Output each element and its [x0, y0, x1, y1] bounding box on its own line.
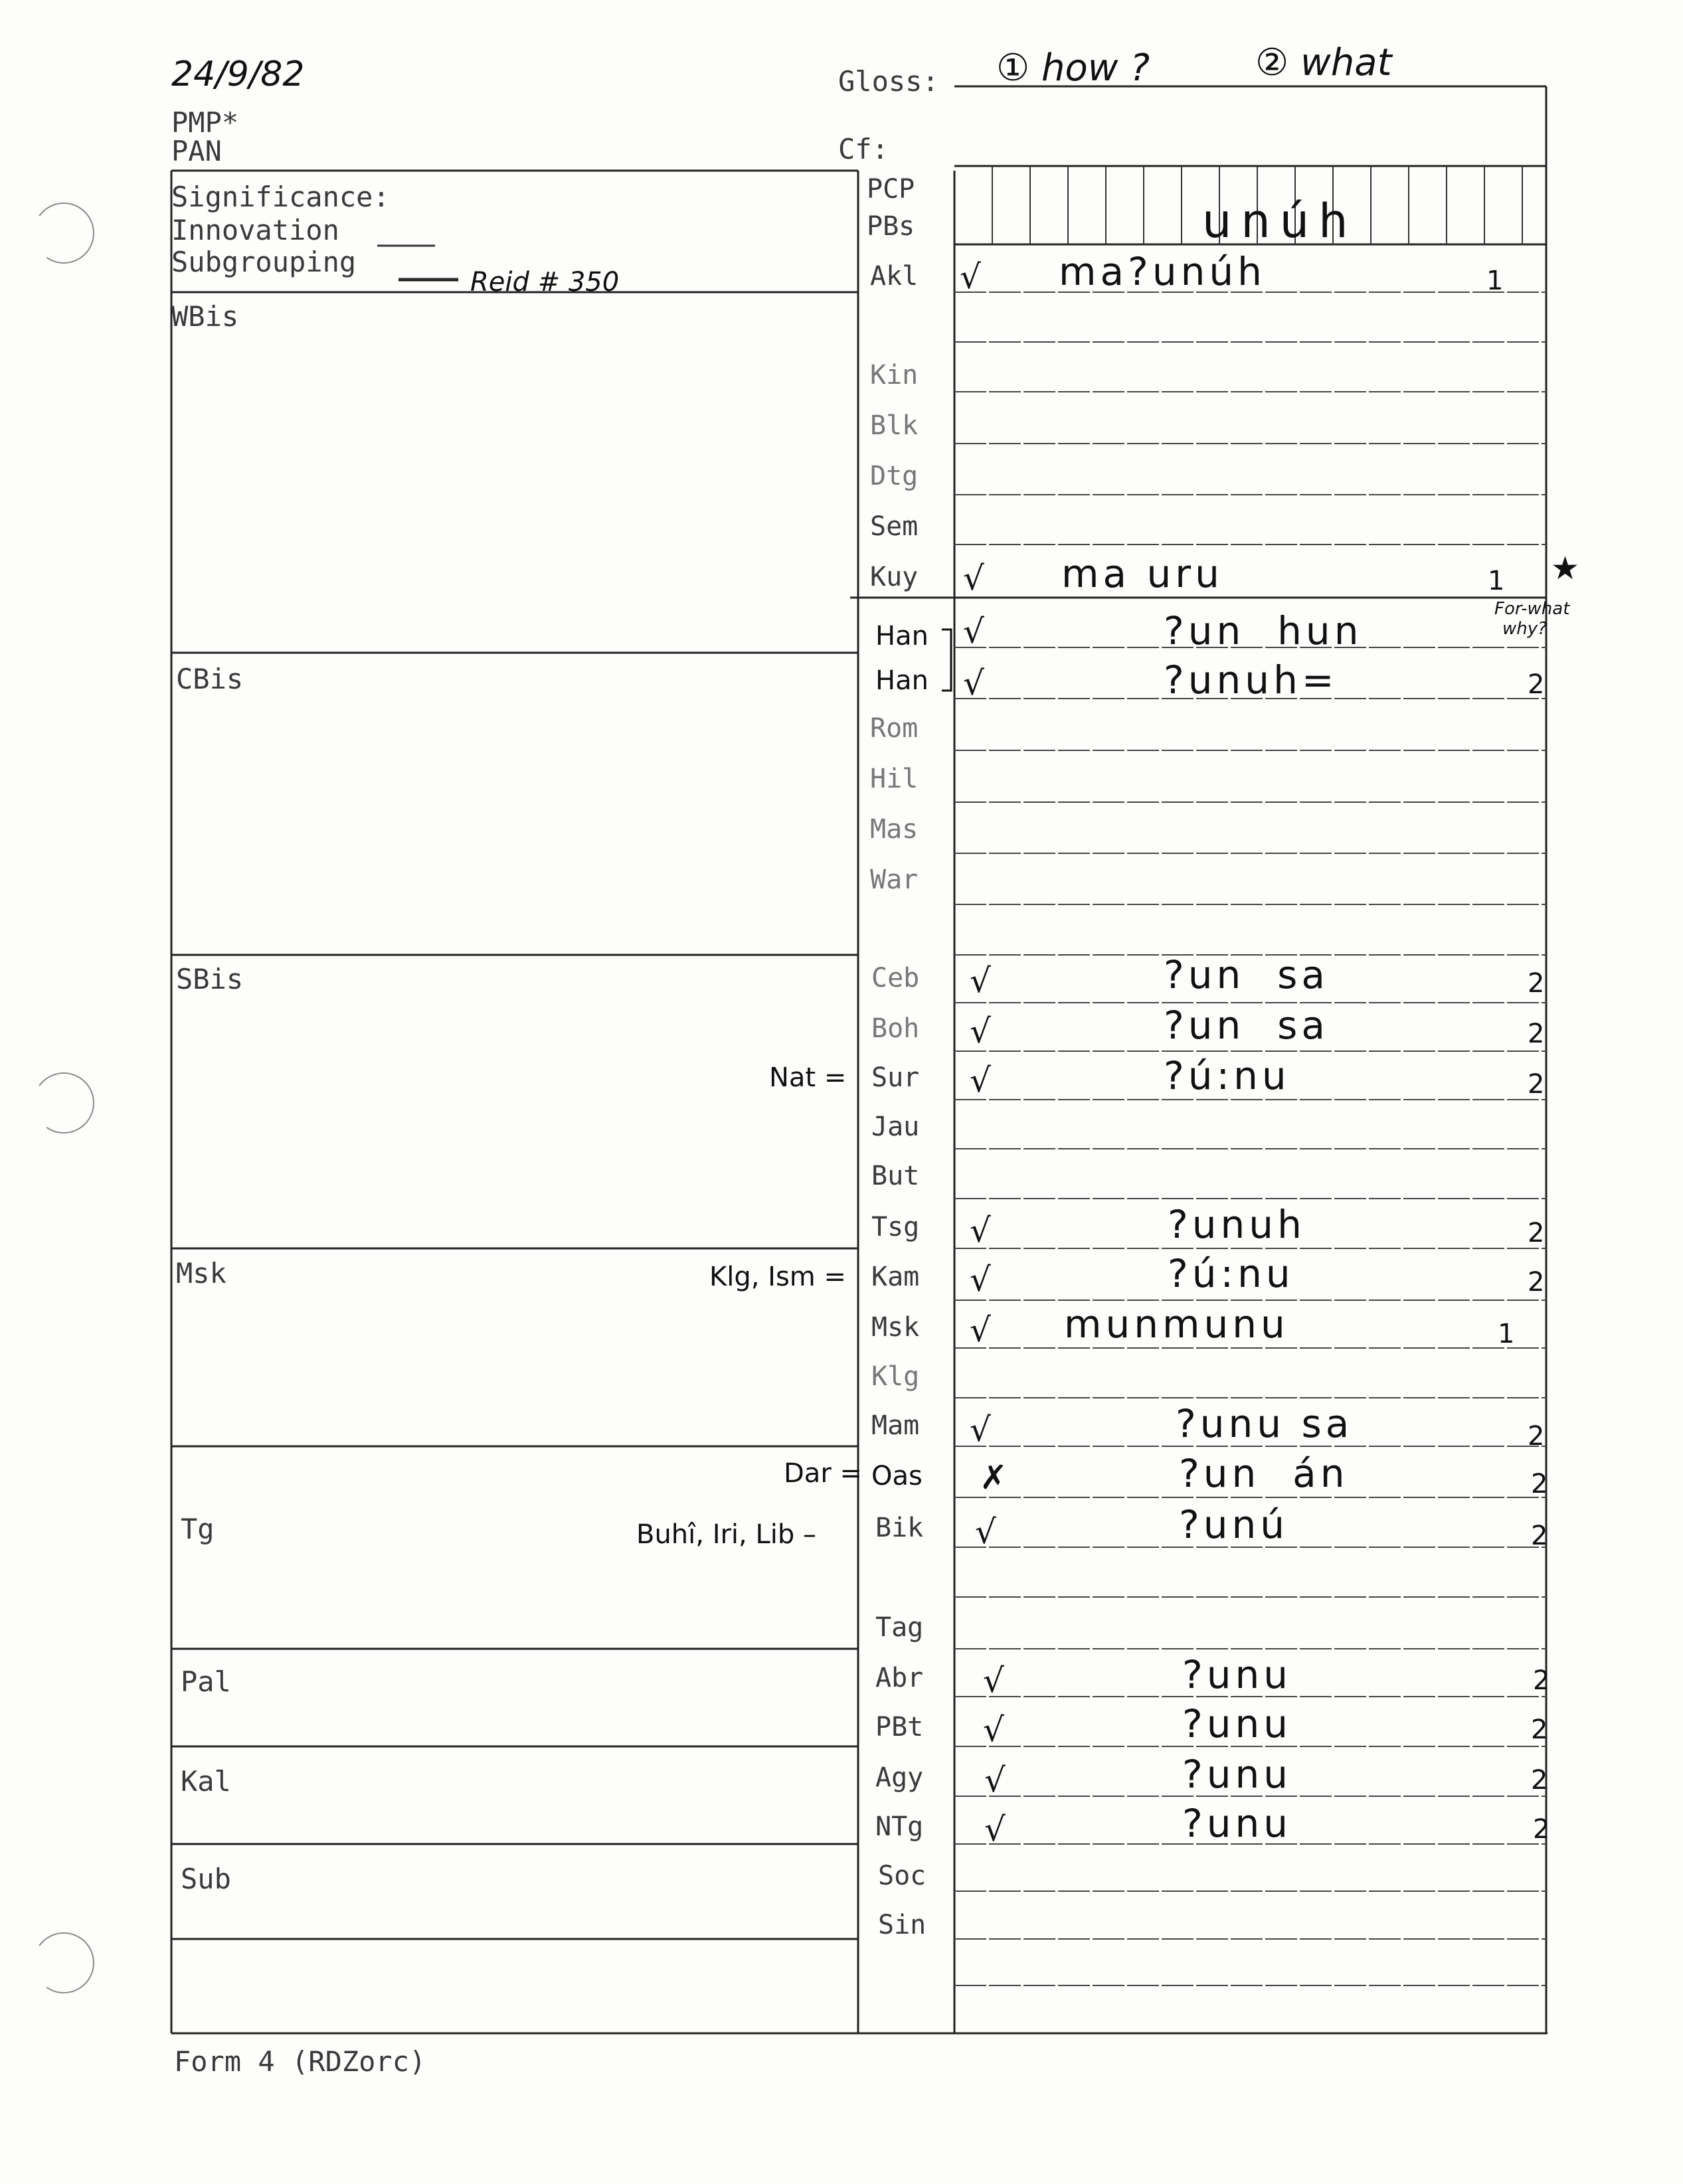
cf-label: Cf: — [838, 133, 889, 165]
section-pal: Pal — [181, 1665, 231, 1698]
num-ntg: 2 — [1533, 1814, 1550, 1845]
section-tg: Tg — [181, 1513, 215, 1545]
num-ceb: 2 — [1528, 968, 1545, 999]
form-footer: Form 4 (RDZorc) — [174, 2045, 426, 2078]
check-agy: √ — [984, 1761, 1006, 1800]
lang-kuy: Kuy — [870, 562, 919, 592]
check-bik: √ — [975, 1513, 996, 1551]
lang-jau: Jau — [871, 1112, 920, 1142]
significance-title: Significance: — [171, 181, 390, 213]
lang-akl: Akl — [870, 261, 919, 292]
equivalence-klg-ism: Klg, Ism = — [709, 1262, 846, 1292]
lang-bik: Bik — [875, 1513, 924, 1543]
check-tsg: √ — [970, 1211, 991, 1250]
lang-sur: Sur — [871, 1062, 920, 1093]
lang-war: War — [870, 865, 919, 895]
lang-oas: Oas — [871, 1461, 923, 1491]
section-wbis: WBis — [171, 300, 239, 333]
star-note: ★ — [1551, 550, 1580, 587]
num-han-2: 2 — [1528, 669, 1545, 700]
lang-tag: Tag — [875, 1612, 924, 1643]
lang-msk: Msk — [871, 1312, 920, 1343]
lang-mam: Mam — [871, 1410, 920, 1441]
check-pbt: √ — [983, 1711, 1004, 1749]
entry-akl: ma?unúh — [1059, 249, 1266, 294]
lang-blk: Blk — [870, 410, 919, 441]
check-akl: √ — [960, 258, 981, 296]
entry-kam: ?ú:nu — [1168, 1251, 1294, 1296]
entry-tsg: ?unuh — [1168, 1202, 1306, 1247]
lang-ntg: NTg — [875, 1811, 924, 1842]
check-kam: √ — [970, 1260, 991, 1299]
check-han-2: √ — [963, 664, 984, 703]
entry-abr: ?unu — [1182, 1652, 1292, 1697]
entry-bik: ?unú — [1179, 1502, 1289, 1547]
num-agy: 2 — [1531, 1765, 1548, 1796]
section-msk: Msk — [176, 1257, 226, 1290]
check-han-1: √ — [963, 612, 984, 651]
num-boh: 2 — [1528, 1019, 1545, 1049]
lang-klg: Klg — [871, 1361, 920, 1392]
check-sur: √ — [970, 1061, 991, 1100]
entry-boh: ?un sa — [1164, 1003, 1329, 1048]
entry-mam: ?unu sa — [1176, 1401, 1354, 1446]
num-mam: 2 — [1528, 1421, 1545, 1452]
entry-kuy: ma uru — [1061, 551, 1223, 596]
num-pbt: 2 — [1531, 1715, 1548, 1745]
lang-rom: Rom — [870, 713, 919, 744]
entry-agy: ?unu — [1182, 1752, 1292, 1797]
entry-oas: ?un án — [1179, 1451, 1349, 1496]
lang-agy: Agy — [875, 1762, 924, 1793]
gloss-value-1: ① how ? — [996, 46, 1150, 90]
lang-abr: Abr — [875, 1663, 924, 1693]
section-kal: Kal — [181, 1765, 231, 1798]
num-kuy: 1 — [1488, 566, 1505, 596]
lang-mas: Mas — [870, 814, 919, 845]
num-akl: 1 — [1486, 266, 1504, 296]
lang-sin: Sin — [878, 1910, 927, 1940]
num-sur: 2 — [1528, 1069, 1545, 1100]
equivalence-nat: Nat = — [769, 1062, 847, 1093]
lang-soc: Soc — [878, 1861, 927, 1891]
innovation-label: Innovation — [171, 214, 339, 246]
lang-dtg: Dtg — [870, 461, 919, 491]
entry-pbs: unúh — [1202, 194, 1358, 248]
check-abr: √ — [983, 1661, 1004, 1700]
check-ntg: √ — [984, 1810, 1006, 1849]
lang-pbs: PBs — [867, 211, 915, 242]
lang-boh: Boh — [871, 1013, 920, 1044]
check-boh: √ — [970, 1012, 991, 1050]
entry-sur: ?ú:nu — [1164, 1053, 1290, 1098]
lang-han-1: Han — [875, 621, 929, 651]
entry-msk: munmunu — [1064, 1302, 1289, 1347]
num-abr: 2 — [1533, 1665, 1550, 1696]
check-mam: √ — [970, 1410, 991, 1449]
entry-han-1: ?un hun — [1164, 608, 1363, 653]
lang-pbt: PBt — [875, 1712, 924, 1742]
check-msk: √ — [970, 1311, 991, 1349]
lang-but: But — [871, 1161, 920, 1191]
check-kuy: √ — [963, 559, 984, 598]
check-ceb: √ — [970, 962, 991, 1000]
num-oas: 2 — [1531, 1469, 1548, 1499]
num-tsg: 2 — [1528, 1218, 1545, 1248]
lang-han-2: Han — [875, 665, 929, 696]
lang-sem: Sem — [870, 511, 919, 542]
date: 24/9/82 — [171, 54, 305, 94]
num-msk: 1 — [1498, 1319, 1515, 1349]
num-bik: 2 — [1531, 1521, 1548, 1551]
section-cbis: CBis — [176, 663, 244, 695]
entry-han-2: ?unuh= — [1164, 657, 1338, 703]
reid-number: Reid # 350 — [470, 267, 620, 297]
subgrouping-label: Subgrouping — [171, 246, 357, 278]
equivalence-buhi: Buhî, Iri, Lib – — [636, 1519, 816, 1550]
entry-ntg: ?unu — [1182, 1801, 1292, 1846]
equivalence-dar: Dar = — [784, 1458, 862, 1489]
note-for-what: For-what — [1494, 599, 1570, 619]
lang-kin: Kin — [870, 360, 919, 390]
note-why: why? — [1502, 619, 1547, 639]
lang-kam: Kam — [871, 1262, 920, 1292]
entry-pbt: ?unu — [1182, 1701, 1292, 1746]
pan-label: PAN — [171, 135, 222, 167]
entry-ceb: ?un sa — [1164, 952, 1329, 997]
lang-tsg: Tsg — [871, 1212, 920, 1242]
section-sub: Sub — [181, 1863, 231, 1895]
pmp-label: PMP* — [171, 106, 239, 139]
lang-pcp: PCP — [867, 174, 915, 205]
gloss-value-2: ② what — [1255, 41, 1392, 84]
lang-ceb: Ceb — [871, 963, 920, 993]
lang-hil: Hil — [870, 764, 919, 794]
section-sbis: SBis — [176, 963, 244, 995]
gloss-label: Gloss: — [838, 65, 939, 98]
num-kam: 2 — [1528, 1267, 1545, 1298]
check-oas: ✗ — [980, 1458, 1008, 1497]
